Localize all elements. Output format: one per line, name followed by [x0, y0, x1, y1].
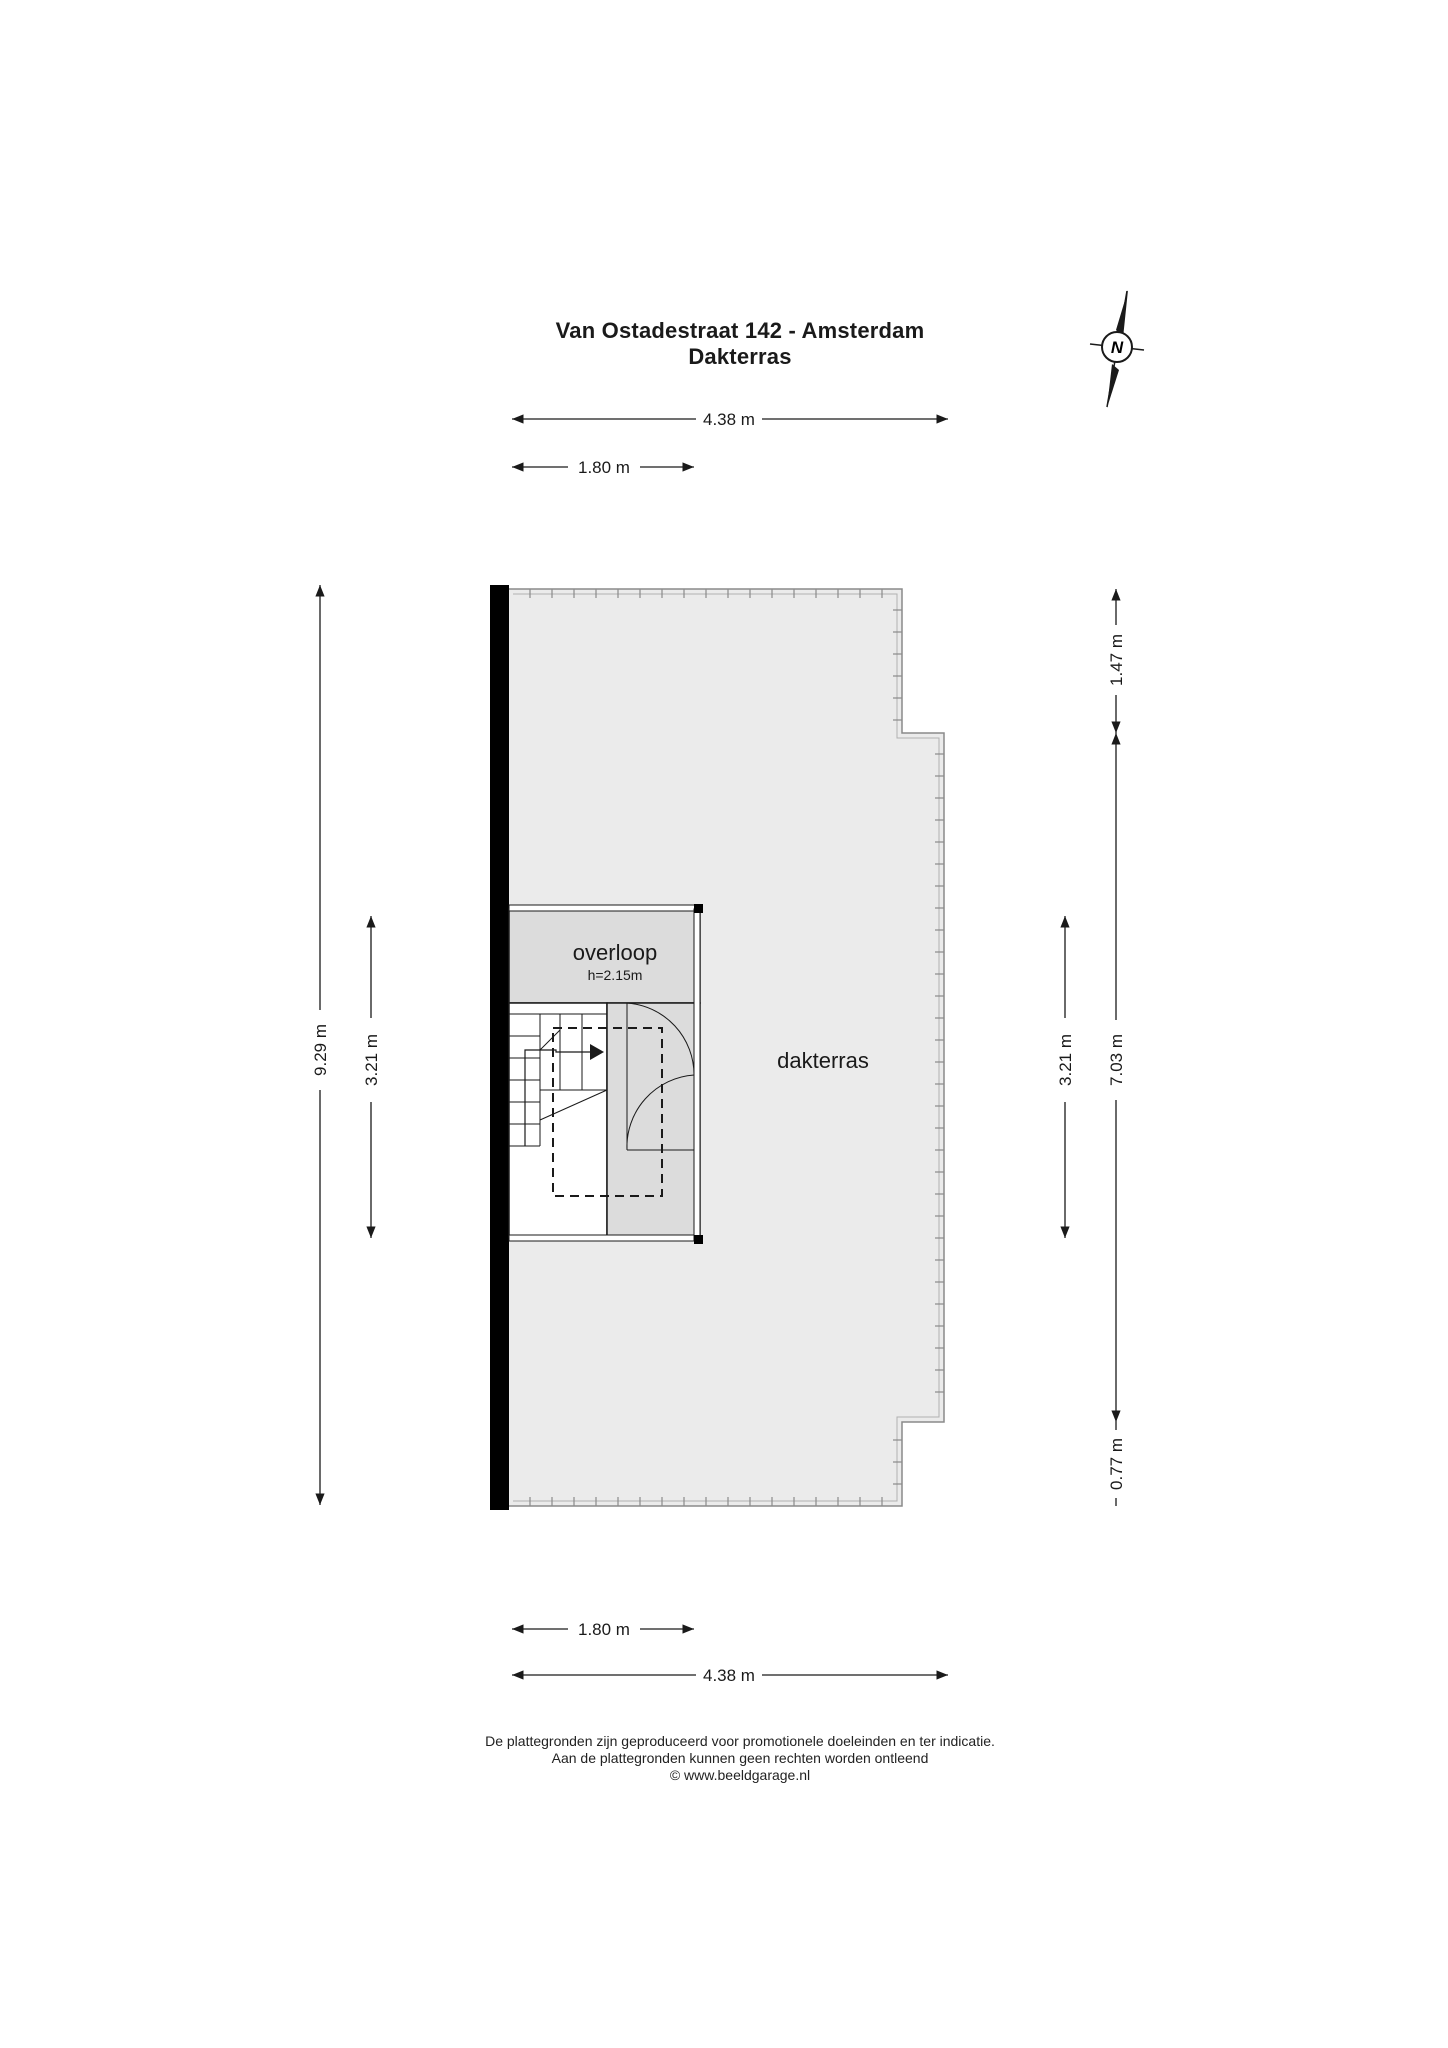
- compass-icon: [1090, 290, 1144, 408]
- dimension-right-mid: [1107, 733, 1126, 1422]
- dimension-top-partial: [512, 458, 694, 477]
- dim-right-bottom-label: 0.77 m: [1107, 1438, 1126, 1490]
- room-label-dakterras: dakterras: [777, 1048, 869, 1073]
- dim-left-total-label: 9.29 m: [311, 1024, 330, 1076]
- dimension-bottom-total: [512, 1666, 948, 1685]
- floor-name: Dakterras: [688, 344, 792, 369]
- copyright-link[interactable]: © www.beeldgarage.nl: [669, 1767, 811, 1783]
- dim-right-top-label: 1.47 m: [1107, 634, 1126, 686]
- dimension-left-total: [311, 585, 330, 1505]
- party-wall: [490, 585, 509, 1510]
- dimension-bottom-partial: [512, 1620, 694, 1639]
- dimension-top-total: [512, 410, 948, 429]
- dim-right-inner-label: 3.21 m: [1056, 1034, 1075, 1086]
- dimension-right-top: [1107, 589, 1126, 733]
- dim-bottom-partial-label: 1.80 m: [578, 1620, 630, 1639]
- compass-label: N: [1110, 338, 1124, 357]
- dimension-right-bottom: [1107, 1422, 1126, 1506]
- dim-right-mid-label: 7.03 m: [1107, 1034, 1126, 1086]
- dim-bottom-total-label: 4.38 m: [703, 1666, 755, 1685]
- dim-top-partial-label: 1.80 m: [578, 458, 630, 477]
- room-label-overloop: overloop: [572, 940, 658, 965]
- dim-left-inner-label: 3.21 m: [362, 1034, 381, 1086]
- dimension-left-inner: [362, 916, 381, 1238]
- plan-title: Van Ostadestraat 142 - Amsterdam: [555, 318, 925, 343]
- room-height-overloop: h=2.15m: [587, 967, 643, 983]
- disclaimer-line-1: De plattegronden zijn geproduceerd voor promotionele doeleinden en ter indicatie.: [485, 1733, 995, 1749]
- dim-top-total-label: 4.38 m: [703, 410, 755, 429]
- disclaimer-line-2: Aan de plattegronden kunnen geen rechten worden ontleend: [551, 1750, 929, 1766]
- dimension-right-inner: [1056, 916, 1075, 1238]
